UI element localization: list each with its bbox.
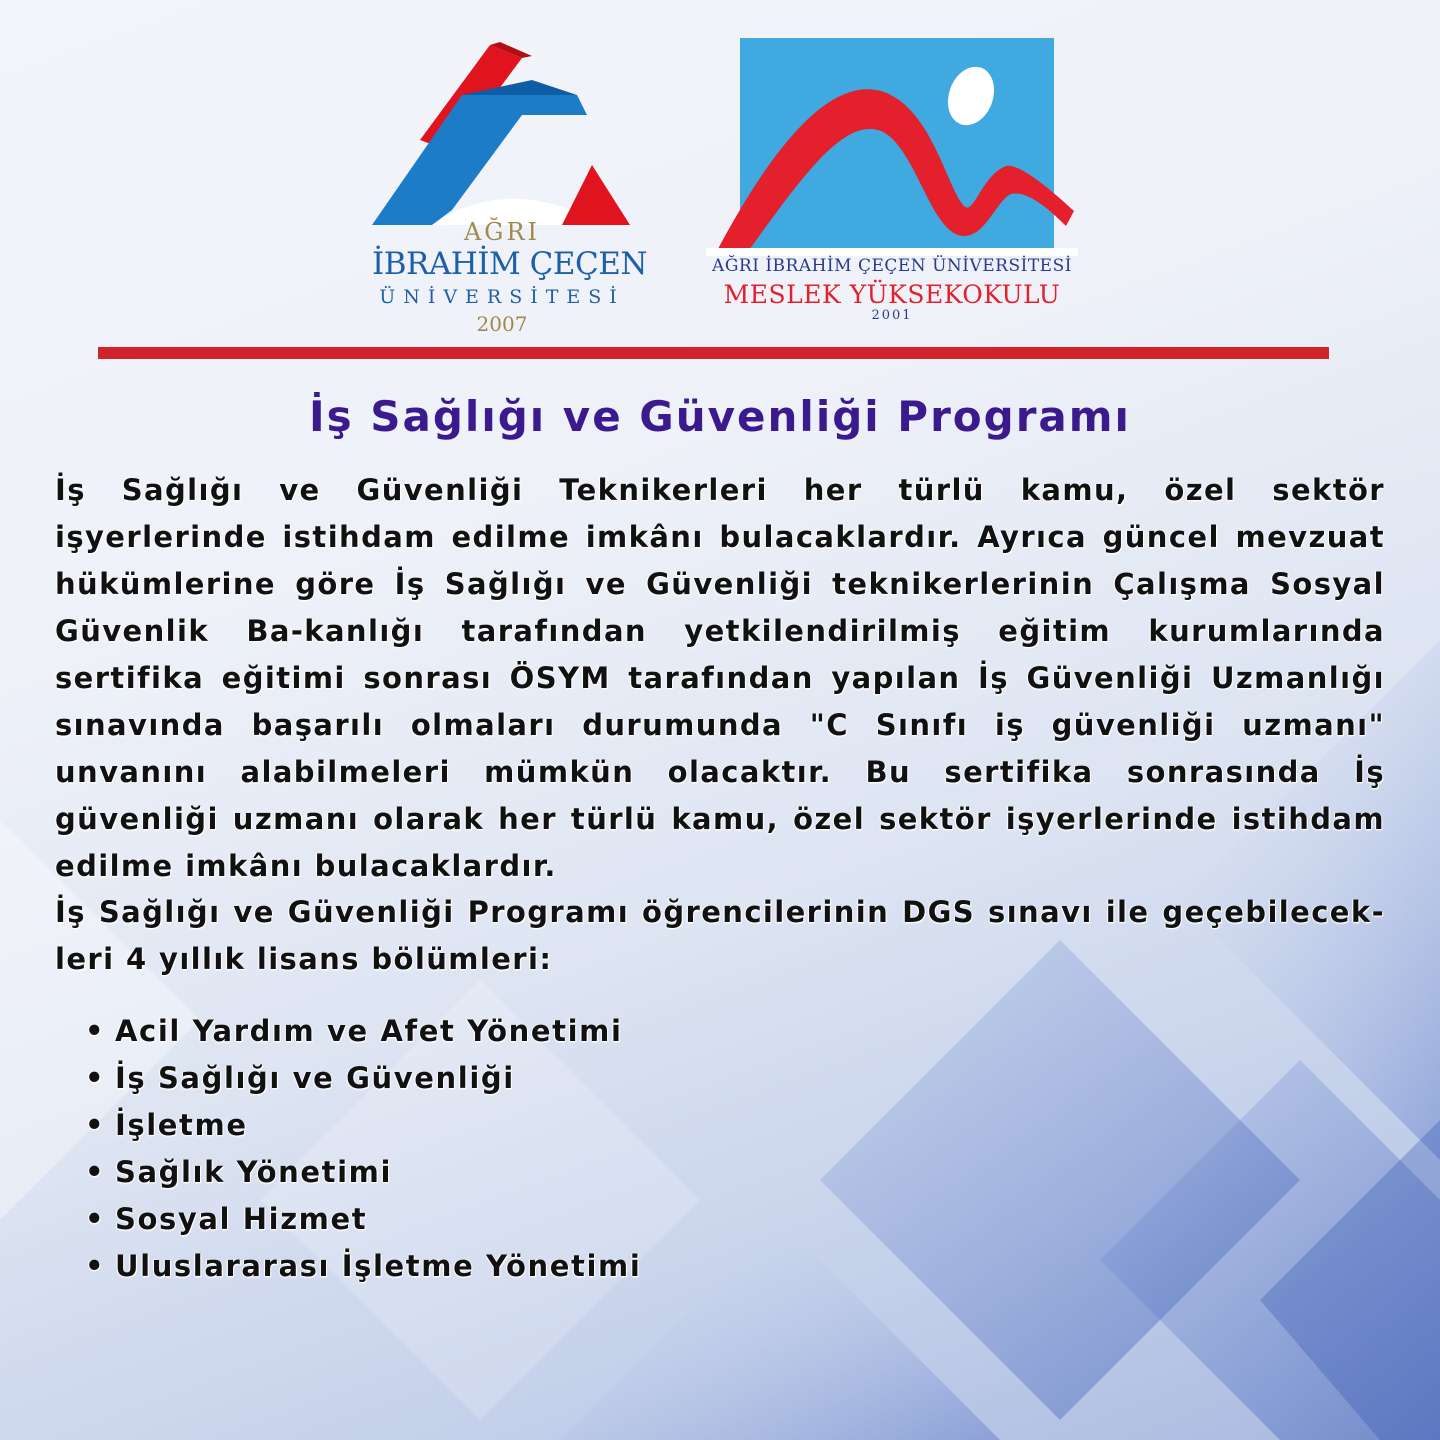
page-title: İş Sağlığı ve Güvenliği Programı xyxy=(309,392,1131,441)
list-item: • Sağlık Yönetimi xyxy=(85,1149,641,1196)
program-list xyxy=(85,1008,641,1290)
university-logo-line2: İBRAHİM ÇEÇEN xyxy=(372,246,647,282)
dgs-intro-paragraph: İş Sağlığı ve Güvenliği Programı öğrencilerinin DGS sınavı ile geçebilecek-leri 4 yıllık lisans bölümleri: xyxy=(55,895,1385,976)
university-logo-line3: ÜNİVERSİTESİ xyxy=(379,286,625,308)
logo-header xyxy=(0,0,1440,340)
list-item: • İşletme xyxy=(85,1102,641,1149)
list-item: • İş Sağlığı ve Güvenliği xyxy=(85,1055,641,1102)
list-item: • Acil Yardım ve Afet Yönetimi xyxy=(85,1008,641,1055)
list-item: • Uluslararası İşletme Yönetimi xyxy=(85,1243,641,1290)
university-logo xyxy=(372,40,647,340)
school-logo xyxy=(706,36,1078,326)
description-paragraph: İş Sağlığı ve Güvenliği Teknikerleri her türlü kamu, özel sektör işyerlerinde istihdam edilme imkânı bulacaklardır. Ayrıca güncel mevzuat hükümlerine göre İş Sağlığı ve Güvenliği teknikerlerinin Çalışma Sosyal Güvenlik Ba-kanlığı tarafından yetkilendirilmiş eğitim kurumlarında sertifika eğitimi sonrası ÖSYM tarafından yapılan İş Güvenliği Uzmanlığı sınavında başarılı olmaları durumunda "C Sınıfı iş güvenliği uzmanı" unvanını alabilmeleri mümkün olacaktır. Bu sertifika sonrasında İş güvenliği uzmanı olarak her türlü kamu, özel sektör işyerlerinde istihdam edilme imkânı bulacaklardır. xyxy=(55,473,1385,883)
divider-bar xyxy=(98,347,1329,359)
school-logo-year: 2001 xyxy=(871,308,913,323)
university-emblem-icon xyxy=(372,40,632,230)
school-emblem-icon xyxy=(706,36,1078,256)
list-item: • Sosyal Hizmet xyxy=(85,1196,641,1243)
university-logo-line1: AĞRI xyxy=(463,218,541,246)
school-logo-line2: MESLEK YÜKSEKOKULU xyxy=(723,280,1061,309)
school-logo-line1: AĞRI İBRAHİM ÇEÇEN ÜNİVERSİTESİ xyxy=(712,256,1072,276)
university-logo-year: 2007 xyxy=(476,312,528,336)
